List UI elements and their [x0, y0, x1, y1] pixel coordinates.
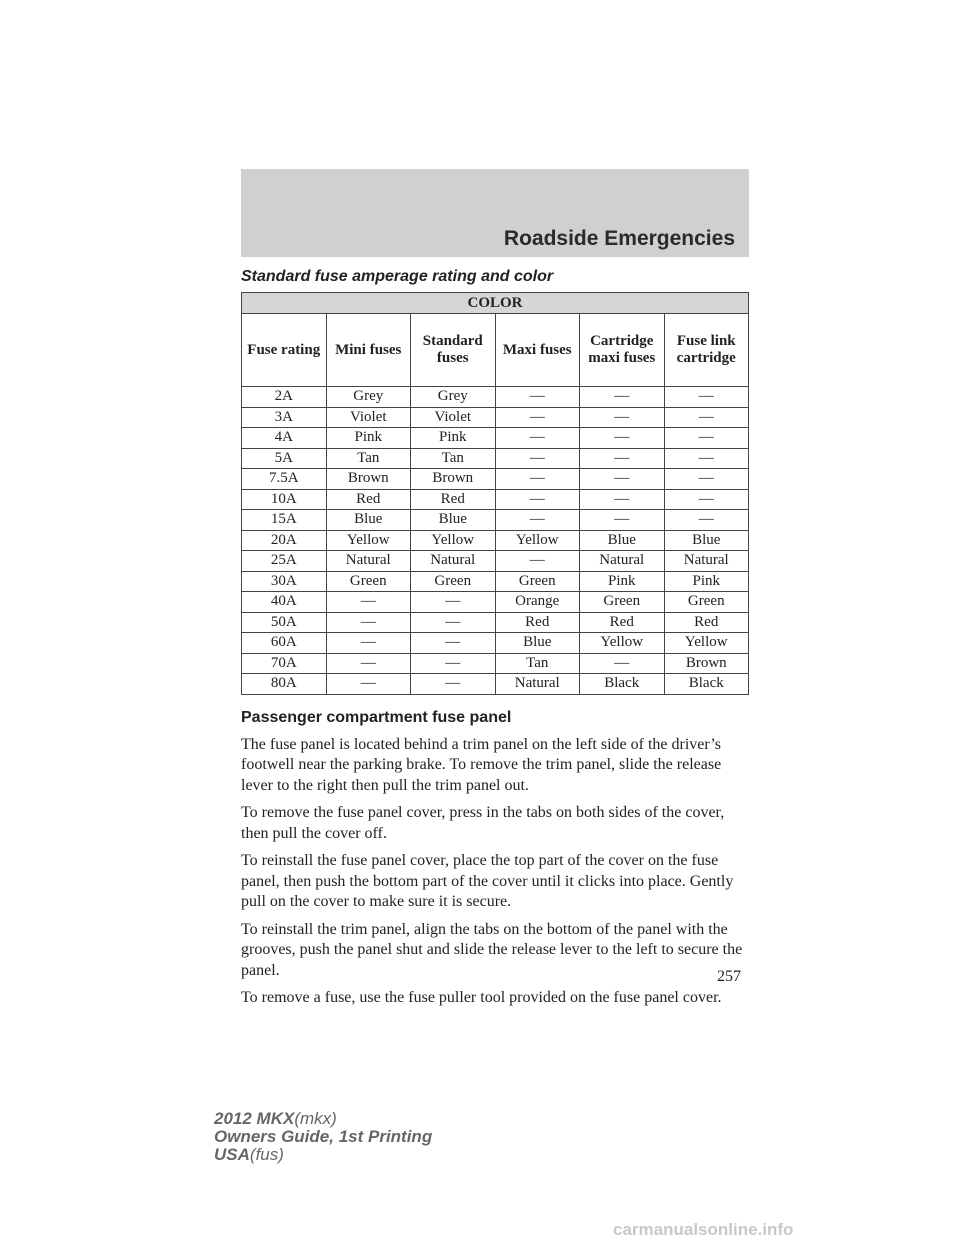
footer-market: USA — [214, 1145, 250, 1164]
column-header: Mini fuses — [326, 314, 411, 387]
table-cell: — — [664, 489, 749, 510]
table-cell: Green — [411, 571, 496, 592]
table-cell: Black — [580, 674, 665, 695]
table-cell: — — [326, 592, 411, 613]
table-cell: — — [664, 407, 749, 428]
table-cell: Pink — [411, 428, 496, 449]
table-cell: Yellow — [664, 633, 749, 654]
table-cell: — — [495, 551, 580, 572]
paragraph: To reinstall the trim panel, align the tabs on the bottom of the panel with the grooves, push the panel shut and slide the release lever to the left to secure the panel. — [241, 920, 743, 979]
table-cell: Red — [580, 612, 665, 633]
table-cell: 5A — [242, 448, 327, 469]
table-row — [242, 407, 749, 428]
paragraph: To remove the fuse panel cover, press in the tabs on both sides of the cover, then pull the cover off. — [241, 804, 725, 842]
table-cell: Red — [664, 612, 749, 633]
table-row — [242, 612, 749, 633]
table-cell: — — [411, 674, 496, 695]
table-cell: Orange — [495, 592, 580, 613]
table-cell: — — [326, 633, 411, 654]
table-cell: Pink — [580, 571, 665, 592]
table-cell: — — [664, 448, 749, 469]
table-cell: 15A — [242, 510, 327, 531]
table-cell: — — [326, 674, 411, 695]
table-cell: Yellow — [580, 633, 665, 654]
table-cell: Blue — [411, 510, 496, 531]
footer-guide: Owners Guide, 1st Printing — [214, 1127, 433, 1146]
watermark-text: carmanualsonline.info — [613, 1220, 794, 1239]
table-row — [242, 571, 749, 592]
table-cell: Brown — [664, 653, 749, 674]
table-row — [242, 448, 749, 469]
paragraph: To reinstall the fuse panel cover, place the top part of the cover on the fuse panel, then push the bottom part of the cover until it clicks into place. Gently pull on the cover to make sure it is secure. — [241, 852, 734, 910]
table-row — [242, 469, 749, 490]
table-cell: — — [495, 448, 580, 469]
paragraph: To remove a fuse, use the fuse puller tool provided on the fuse panel cover. — [241, 989, 722, 1006]
table-cell: 25A — [242, 551, 327, 572]
table-cell: — — [664, 387, 749, 408]
table-cell: Pink — [664, 571, 749, 592]
footer-model-code: (mkx) — [294, 1109, 337, 1128]
table-cell: 50A — [242, 612, 327, 633]
table-cell: Tan — [326, 448, 411, 469]
table-cell: — — [326, 612, 411, 633]
table-row — [242, 551, 749, 572]
table-cell: 10A — [242, 489, 327, 510]
column-header: Maxi fuses — [495, 314, 580, 387]
column-header: Fuse rating — [242, 314, 327, 387]
paragraph: The fuse panel is located behind a trim panel on the left side of the driver’s footwell near the parking brake. To remove the trim panel, slide the release lever to the right then pull the trim panel out. — [241, 735, 722, 794]
table-cell: Blue — [664, 530, 749, 551]
table-title: Standard fuse amperage rating and color — [241, 268, 554, 285]
table-cell: 7.5A — [242, 469, 327, 490]
table-row — [242, 489, 749, 510]
page-number: 257 — [717, 968, 741, 985]
table-cell: — — [580, 653, 665, 674]
table-cell: 60A — [242, 633, 327, 654]
table-cell: — — [580, 510, 665, 531]
table-cell: 3A — [242, 407, 327, 428]
footer — [214, 1110, 432, 1164]
table-row — [242, 653, 749, 674]
column-header: Cartridge maxi fuses — [580, 314, 665, 387]
table-cell: Brown — [411, 469, 496, 490]
table-cell: Green — [326, 571, 411, 592]
table-cell: — — [664, 469, 749, 490]
table-cell: Yellow — [411, 530, 496, 551]
table-cell: Green — [495, 571, 580, 592]
fuse-table — [241, 292, 749, 695]
table-cell: Red — [326, 489, 411, 510]
table-cell: — — [580, 407, 665, 428]
table-cell: Blue — [326, 510, 411, 531]
table-cell: — — [580, 489, 665, 510]
table-cell: Yellow — [495, 530, 580, 551]
footer-model: 2012 MKX — [214, 1109, 295, 1128]
column-header: Standard fuses — [411, 314, 496, 387]
table-cell: — — [495, 469, 580, 490]
table-cell: — — [580, 428, 665, 449]
table-cell: — — [580, 387, 665, 408]
table-cell: Natural — [326, 551, 411, 572]
table-row — [242, 633, 749, 654]
table-row — [242, 428, 749, 449]
table-cell: — — [495, 489, 580, 510]
table-row — [242, 510, 749, 531]
table-cell: Natural — [664, 551, 749, 572]
table-cell: 30A — [242, 571, 327, 592]
table-cell: Pink — [326, 428, 411, 449]
table-cell: — — [495, 510, 580, 531]
table-cell: Green — [580, 592, 665, 613]
table-cell: Yellow — [326, 530, 411, 551]
section-paragraphs — [241, 735, 749, 1009]
table-cell: Violet — [326, 407, 411, 428]
table-cell: 4A — [242, 428, 327, 449]
table-row — [242, 674, 749, 695]
table-cell: — — [411, 653, 496, 674]
column-header: Fuse link cartridge — [664, 314, 749, 387]
table-cell: Natural — [411, 551, 496, 572]
table-cell: — — [411, 612, 496, 633]
section-header-title: Roadside Emergencies — [503, 227, 735, 250]
table-cell: Tan — [411, 448, 496, 469]
section-title: Passenger compartment fuse panel — [241, 708, 512, 726]
table-cell: — — [495, 407, 580, 428]
table-cell: Brown — [326, 469, 411, 490]
fuse-table-body — [242, 387, 749, 695]
table-cell: 20A — [242, 530, 327, 551]
table-cell: — — [664, 510, 749, 531]
table-cell: — — [580, 469, 665, 490]
footer-market-code: (fus) — [249, 1145, 284, 1164]
table-cell: 70A — [242, 653, 327, 674]
table-cell: Red — [495, 612, 580, 633]
table-cell: — — [495, 428, 580, 449]
table-cell: — — [580, 448, 665, 469]
page-content — [241, 268, 749, 1016]
table-cell: — — [495, 387, 580, 408]
table-cell: Grey — [326, 387, 411, 408]
table-cell: 40A — [242, 592, 327, 613]
table-cell: Green — [664, 592, 749, 613]
table-cell: 2A — [242, 387, 327, 408]
table-row — [242, 592, 749, 613]
header-band — [241, 169, 749, 257]
table-row — [242, 387, 749, 408]
table-cell: — — [326, 653, 411, 674]
column-header-row — [242, 314, 749, 387]
table-cell: Natural — [495, 674, 580, 695]
table-cell: — — [411, 633, 496, 654]
table-cell: Violet — [411, 407, 496, 428]
table-cell: Tan — [495, 653, 580, 674]
table-cell: 80A — [242, 674, 327, 695]
table-cell: — — [664, 428, 749, 449]
table-cell: — — [411, 592, 496, 613]
table-cell: Natural — [580, 551, 665, 572]
table-cell: Black — [664, 674, 749, 695]
color-group-header: COLOR — [242, 293, 749, 314]
table-cell: Red — [411, 489, 496, 510]
table-row — [242, 530, 749, 551]
table-cell: Blue — [495, 633, 580, 654]
table-cell: Grey — [411, 387, 496, 408]
table-cell: Blue — [580, 530, 665, 551]
